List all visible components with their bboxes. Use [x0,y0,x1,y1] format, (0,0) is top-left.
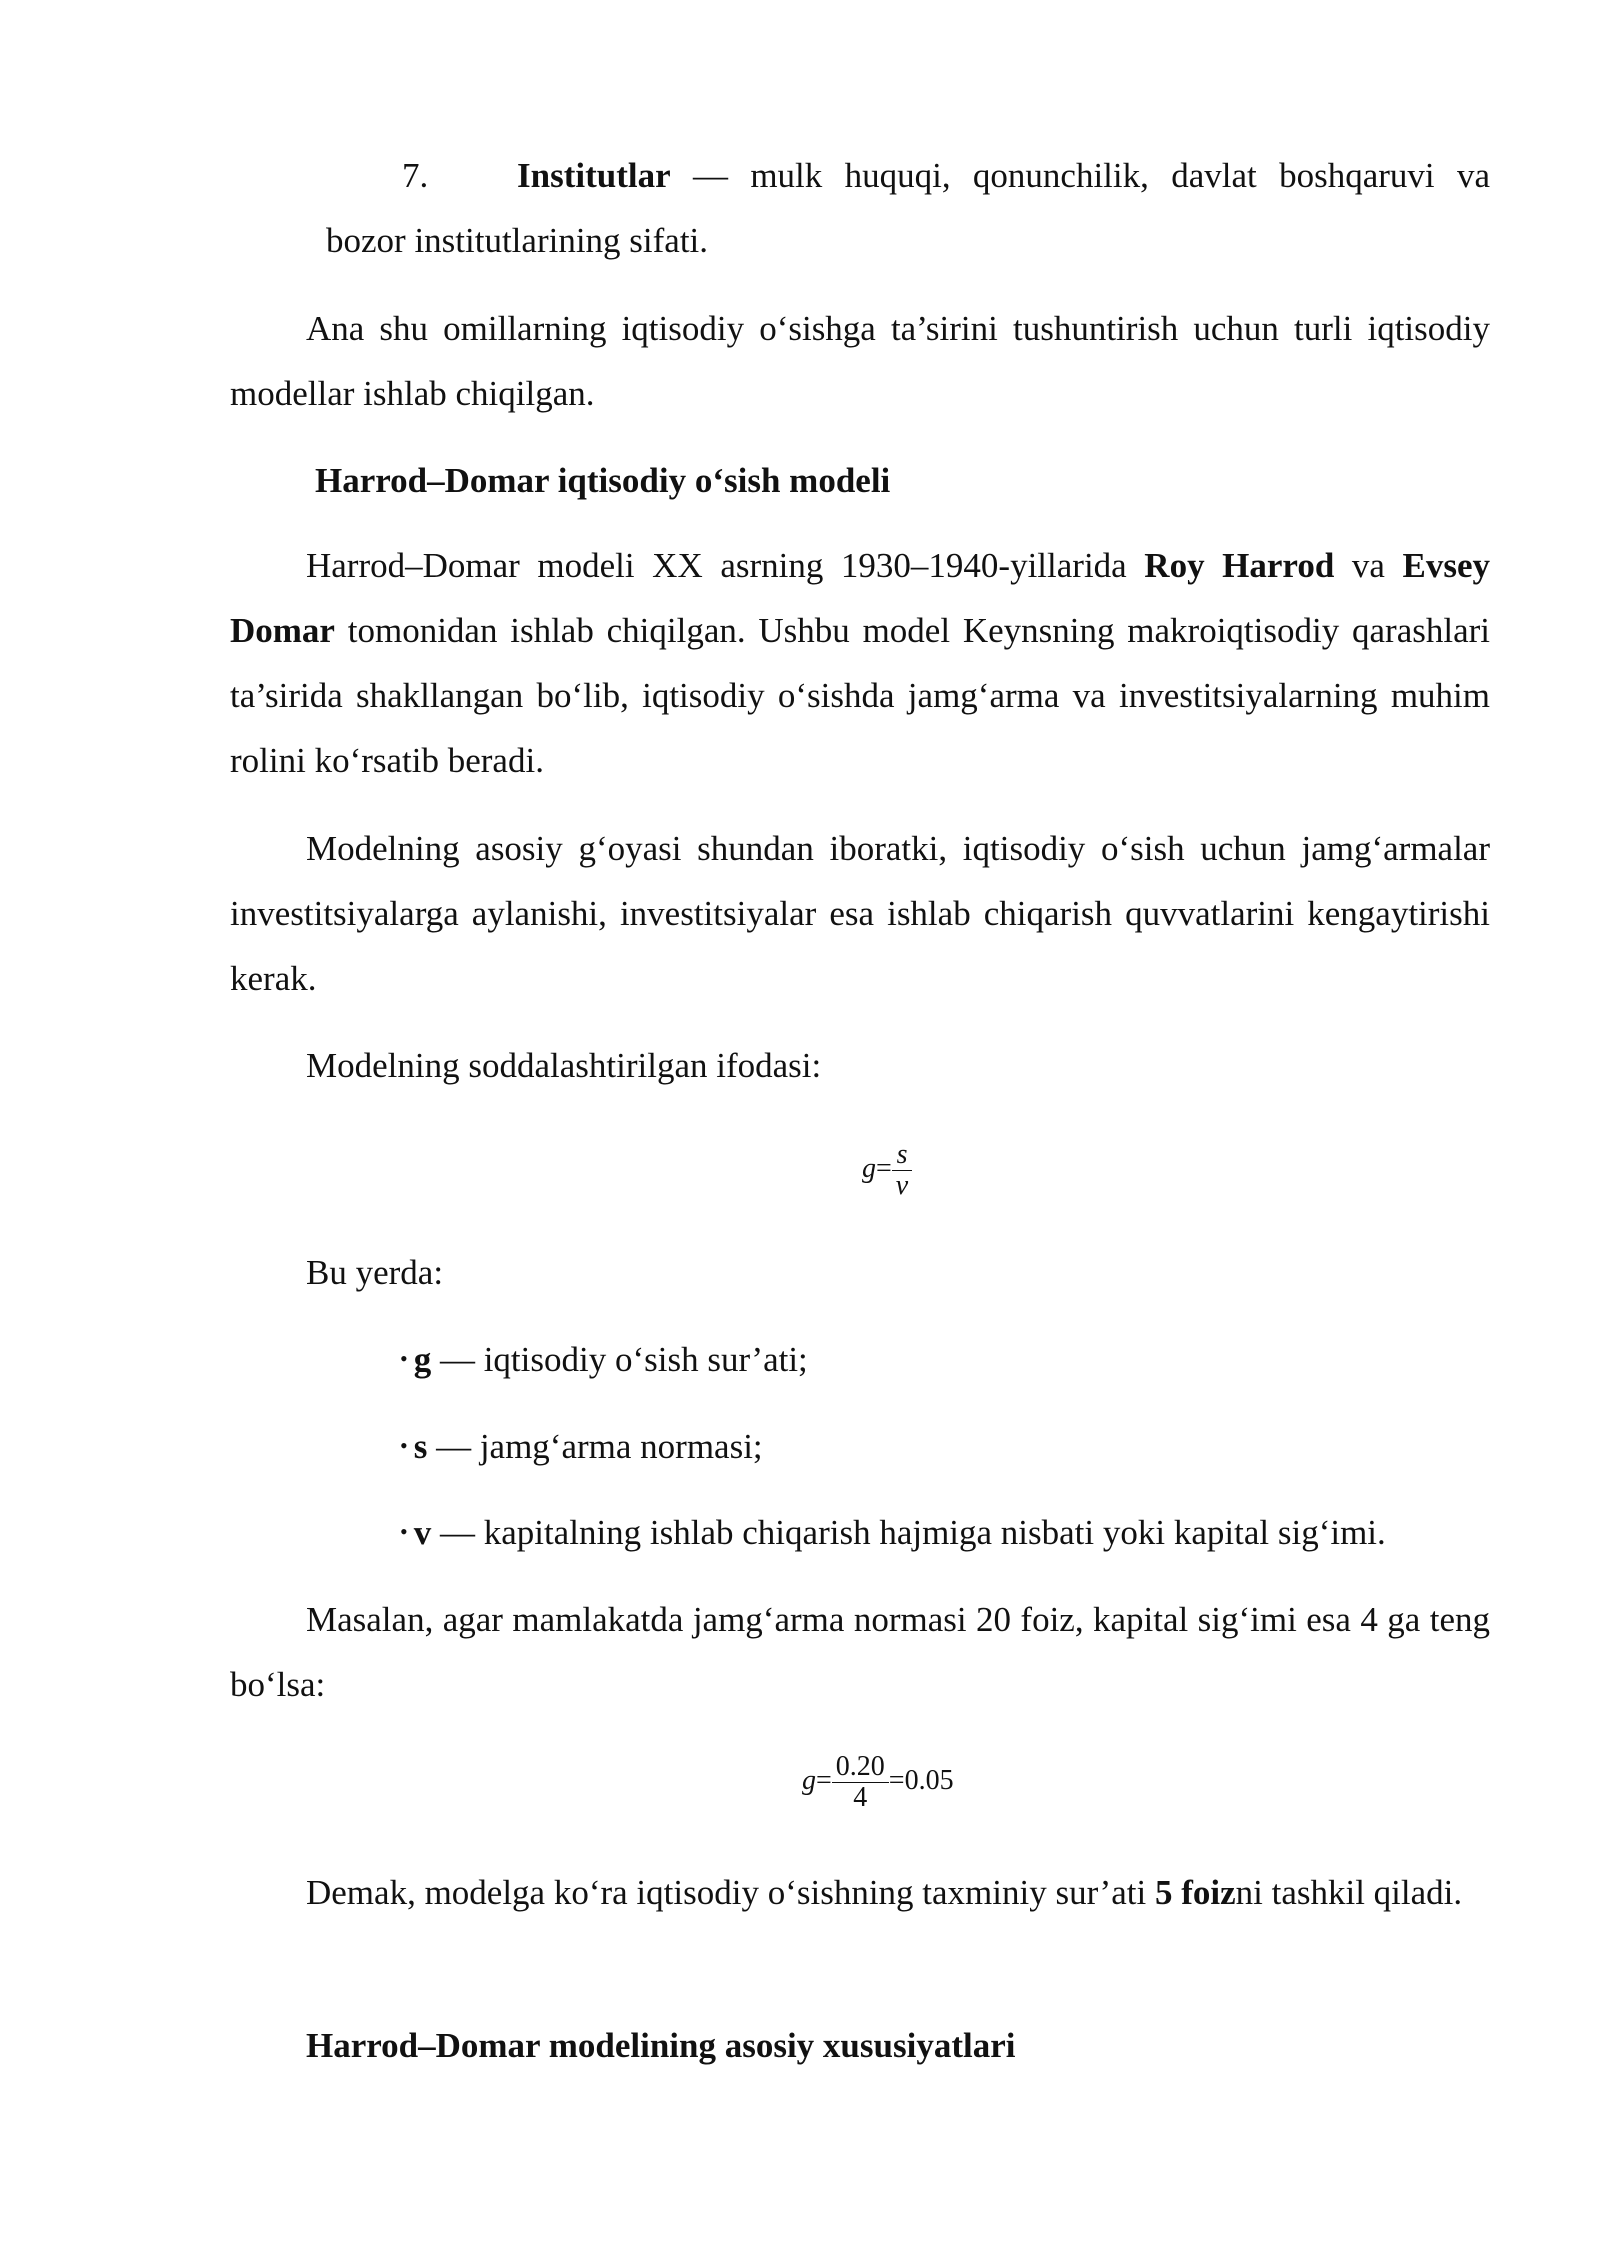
formula-equals: = [876,1152,892,1184]
formula-growth-rate [862,1140,912,1201]
bullet-icon: • [400,1519,408,1544]
growth-rate-value: 5 foiz [1154,1873,1236,1912]
paragraph-example: Masalan, agar mamlakatda jamg‘arma normasi 20 foiz, kapital sig‘imi esa 4 ga teng bo‘lsa: [230,1600,1490,1704]
bullet-term: s [413,1427,428,1466]
section-heading-model [315,448,1415,513]
formula-equals-2: = [888,1764,905,1796]
paragraph-history-text-3: tomonidan ishlab chiqilgan. Ushbu model Keynsning makroiqtisodiy qarashlari ta’sirida shakllangan bo‘lib, iqtisodiy o‘sishda jamg‘arma va investitsiyalarning muhim rolini ko‘rsatib beradi. [230,611,1490,780]
bullet-item-g [400,1327,1500,1396]
paragraph-conclusion-text-2: ni tashkil qiladi. [1235,1873,1463,1912]
list-item-text-2: bozor institutlarining sifati. [326,221,709,260]
author-roy-harrod: Roy Harrod [1144,546,1335,585]
bullet-item-s [400,1414,1500,1483]
paragraph-history [230,533,1490,793]
formula-equals: = [816,1764,832,1796]
formula-fraction [892,1140,912,1201]
paragraph-main-idea: Modelning asosiy g‘oyasi shundan iboratki, iqtisodiy o‘sish uchun jamg‘armalar investitsiyalarga aylanishi, investitsiyalar esa ishlab chiqarish quvvatlarini kengaytirishi kerak. [230,829,1490,998]
formula-lhs: g [802,1764,816,1796]
list-item-institutlar [230,143,1490,273]
bullet-term: v [413,1513,432,1552]
bullet-term: g [413,1340,432,1379]
formula-numerator: 0.20 [832,1752,889,1783]
bullet-text: — iqtisodiy o‘sish sur’ati; [431,1340,808,1379]
paragraph-history-text-2: va [1334,546,1403,585]
section-heading-features [306,2013,1406,2078]
paragraph-conclusion [230,1860,1490,1925]
formula-lhs: g [862,1152,876,1184]
paragraph-where: Bu yerda: [306,1253,444,1292]
paragraph-formula-intro: Modelning soddalashtirilgan ifodasi: [306,1046,822,1085]
formula-result: 0.05 [904,1764,954,1796]
formula-numerator: s [892,1140,912,1171]
formula-example [802,1752,954,1813]
formula-fraction [832,1752,889,1813]
bullet-item-v [400,1500,1500,1569]
bullet-icon: • [400,1346,408,1371]
paragraph-conclusion-text-1: Demak, modelga ko‘ra iqtisodiy o‘sishning taxminiy sur’ati [306,1873,1155,1912]
bullet-icon: • [400,1433,408,1458]
bullet-text: — jamg‘arma normasi; [427,1427,763,1466]
bullet-text: — kapitalning ishlab chiqarish hajmiga nisbati yoki kapital sig‘imi. [431,1513,1386,1552]
section-heading-text: Harrod–Domar iqtisodiy o‘sish modeli [315,461,891,500]
list-item-term: Institutlar [517,156,671,195]
formula-denominator: 4 [853,1782,868,1813]
paragraph-intro: Ana shu omillarning iqtisodiy o‘sishga ta’sirini tushuntirish uchun turli iqtisodiy modellar ishlab chiqilgan. [230,309,1490,413]
author-evsey-domar: Evsey Domar [230,546,1490,650]
formula-denominator: v [895,1170,909,1201]
paragraph-history-text-1: Harrod–Domar modeli XX asrning 1930–1940-yillarida [306,546,1145,585]
list-item-number: 7. [402,156,429,195]
list-item-text-1: — mulk huquqi, qonunchilik, davlat boshqaruvi va [670,156,1490,195]
section-heading-text: Harrod–Domar modelining asosiy xususiyatlari [306,2026,1016,2065]
